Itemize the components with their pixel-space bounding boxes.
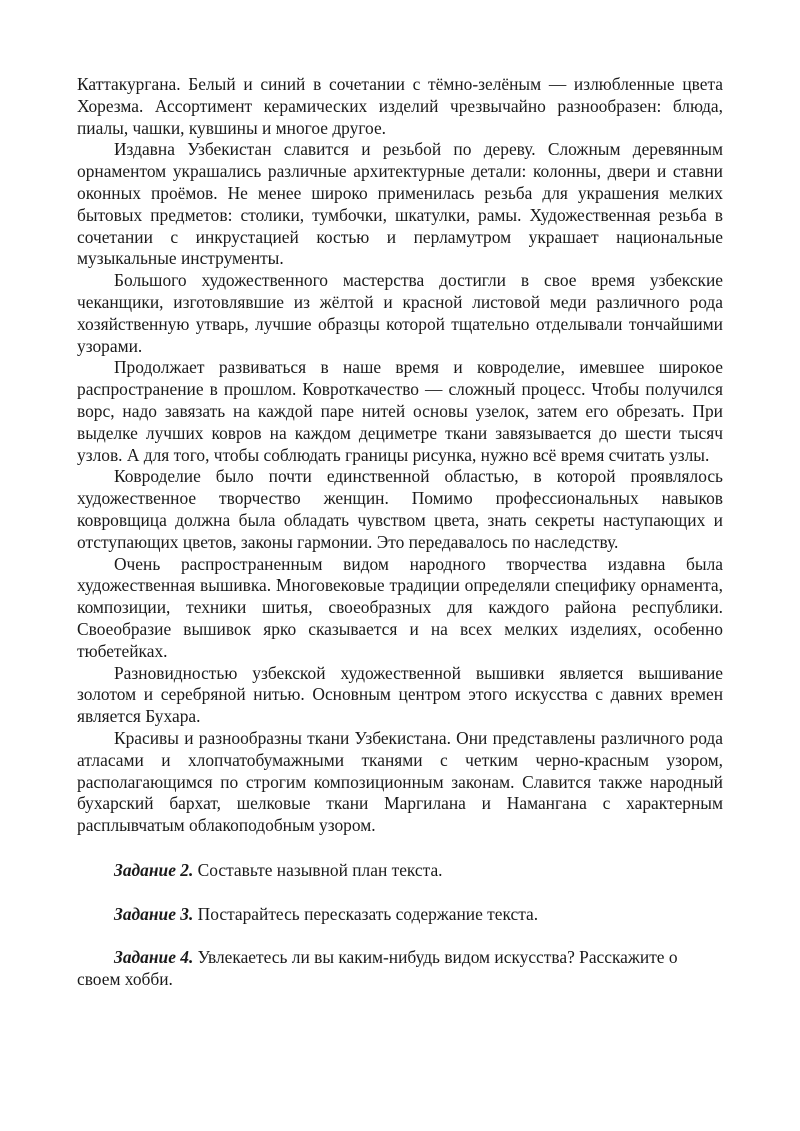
document-page [77,74,723,991]
paragraph-gold-embroidery: Разновидностью узбекской художественной вышивки является вышивание золотом и серебряной нитью. Основным центром этого искусства с давних времен является Бухара. [77,662,723,727]
paragraph-chasing: Большого художественного мастерства достигли в свое время узбекские чеканщики, изготовлявшие из жёлтой и красной листовой меди различного рода хозяйственную утварь, лучшие образцы которой тщательно отделывали тончайшими узорами. [77,270,723,356]
task-2-text: Составьте назывной план текста. [197,859,443,880]
paragraph-fabrics: Красивы и разнообразны ткани Узбекистана. Они представлены различного рода атласами и хлопчатобумажными тканями с четким черно-красным узором, располагающимся по строгим композиционным законам. Славится также народный бухарский бархат, шелковые ткани Маргилана и Намангана с характерным расплывчатым облакоподобным узором. [77,727,723,836]
paragraph-carpet-making: Продолжает развиваться в наше время и ковроделие, имевшее широкое распространение в прошлом. Ковроткачество — сложный процесс. Чтобы получился ворс, надо завязать на каждой паре нитей основы узелок, затем его обрезать. При выделке лучших ковров на каждом дециметре ткани завязывается до шести тысяч узлов. А для того, чтобы соблюдать границы рисунка, нужно всё время считать узлы. [77,357,723,465]
paragraph-carpet-women: Ковроделие было почти единственной областью, в которой проявлялось художественное творчество женщин. Помимо профессиональных навыков ковровщица должна была обладать чувством цвета, знать секреты наступающих и отступающих цветов, законы гармонии. Это передавалось по наследству. [77,466,723,552]
task-3-text: Постарайтесь пересказать содержание текста. [197,903,539,924]
paragraph-ceramics: Каттакургана. Белый и синий в сочетании с тёмно-зелёным — излюбленные цвета Хорезма. Ассортимент керамических изделий чрезвычайно разнообразен: блюда, пиалы, чашки, кувшины и многое другое. [77,74,723,138]
task-3 [77,904,723,926]
task-4-text: Увлекаетесь ли вы каким-нибудь видом искусства? Расскажите о своем хобби. [77,947,678,990]
paragraph-wood-carving: Издавна Узбекистан славится и резьбой по дереву. Сложным деревянным орнаментом украшались различные архитектурные детали: колонны, двери и ставни оконных проёмов. Не менее широко применилась резьба для украшения мелких бытовых предметов: столики, тумбочки, шкатулки, рамы. Художественная резьба в сочетании с инкрустацией костью и перламутром украшает национальные музыкальные инструменты. [77,139,723,269]
task-3-label: Задание 3. [114,903,194,924]
task-4-label: Задание 4. [114,947,194,968]
task-2 [77,860,723,882]
task-4 [77,947,723,991]
paragraph-embroidery: Очень распространенным видом народного творчества издавна была художественная вышивка. Многовековые традиции определяли специфику орнамента, композиции, техники шитья, своеобразных для каждого района республики. Своеобразие вышивок ярко сказывается и на всех мелких изделиях, особенно тюбетейках. [77,553,723,661]
task-2-label: Задание 2. [114,859,194,880]
